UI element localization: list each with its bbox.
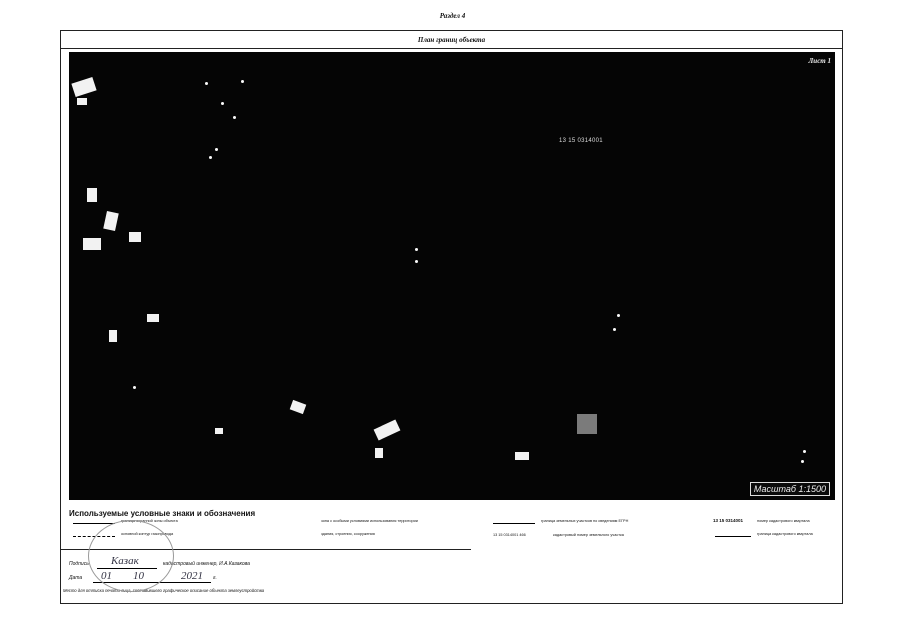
survey-point (803, 450, 806, 453)
building (77, 98, 87, 105)
legend-buildings: здания, строения, сооружения (321, 532, 375, 536)
signature-role: кадастровый инженер, И.А.Казакова (163, 561, 250, 567)
date-label: Дата (69, 575, 83, 581)
survey-point (215, 148, 218, 151)
survey-point (415, 260, 418, 263)
signature-handwriting: Казак (111, 555, 139, 567)
date-month: 10 (133, 570, 144, 582)
building (375, 448, 383, 458)
survey-point (617, 314, 620, 317)
building (577, 414, 597, 434)
building (215, 428, 223, 434)
building (290, 400, 307, 414)
aerial-map (69, 52, 835, 500)
sheet-label: Лист 1 (808, 57, 831, 65)
legend-title: Используемые условные знаки и обозначения (69, 509, 256, 518)
legend-parcel-number: кадастровый номер земельного участка (553, 533, 624, 537)
date-day: 01 (101, 570, 112, 582)
survey-point (415, 248, 418, 251)
date-suffix: г. (213, 575, 217, 581)
date-year: 2021 (181, 570, 203, 582)
building (109, 330, 117, 342)
map-scale: Масштаб 1:1500 (750, 482, 830, 496)
legend-zone-boundary: граница охранной зоны объекта (121, 519, 178, 523)
stamp-note: Место для оттиска печати лица, составившего графическое описание объекта землеустройства (63, 588, 265, 593)
building (83, 238, 101, 250)
legend-line-quarter (715, 536, 751, 537)
building (87, 188, 97, 202)
survey-point (613, 328, 616, 331)
stamp-circle (88, 520, 174, 592)
survey-point (133, 386, 136, 389)
legend-quarter-boundary: граница кадастрового квартала (757, 532, 813, 536)
signature-label: Подпись (69, 561, 89, 567)
section-title: Раздел 4 (439, 12, 466, 20)
survey-point (209, 156, 212, 159)
legend-sample-quarter: 13 15 0314001 (713, 518, 744, 523)
building (515, 452, 529, 460)
building (374, 419, 401, 440)
legend-special-zone: зона с особыми условиями использования территории (321, 519, 418, 523)
survey-point (221, 102, 224, 105)
building (129, 232, 141, 242)
plan-frame (60, 30, 843, 604)
legend-line-parcels (493, 523, 535, 524)
survey-point (205, 82, 208, 85)
plan-title: План границ объекта (417, 36, 486, 44)
legend-quarter-number: номер кадастрового квартала (757, 519, 810, 523)
title-divider (61, 48, 842, 49)
building (71, 77, 96, 97)
building (103, 211, 118, 231)
legend-sample-parcel: 13 15 0314001 466 (493, 533, 526, 537)
survey-point (233, 116, 236, 119)
cadastral-quarter-label: 13 15 0314001 (559, 138, 603, 144)
legend-parcel-boundary: граница земельных участков по сведениям ЕГРН (541, 519, 629, 523)
legend-pipeline: основной контур газопровода (121, 532, 174, 536)
building (147, 314, 159, 322)
survey-point (801, 460, 804, 463)
survey-point (241, 80, 244, 83)
